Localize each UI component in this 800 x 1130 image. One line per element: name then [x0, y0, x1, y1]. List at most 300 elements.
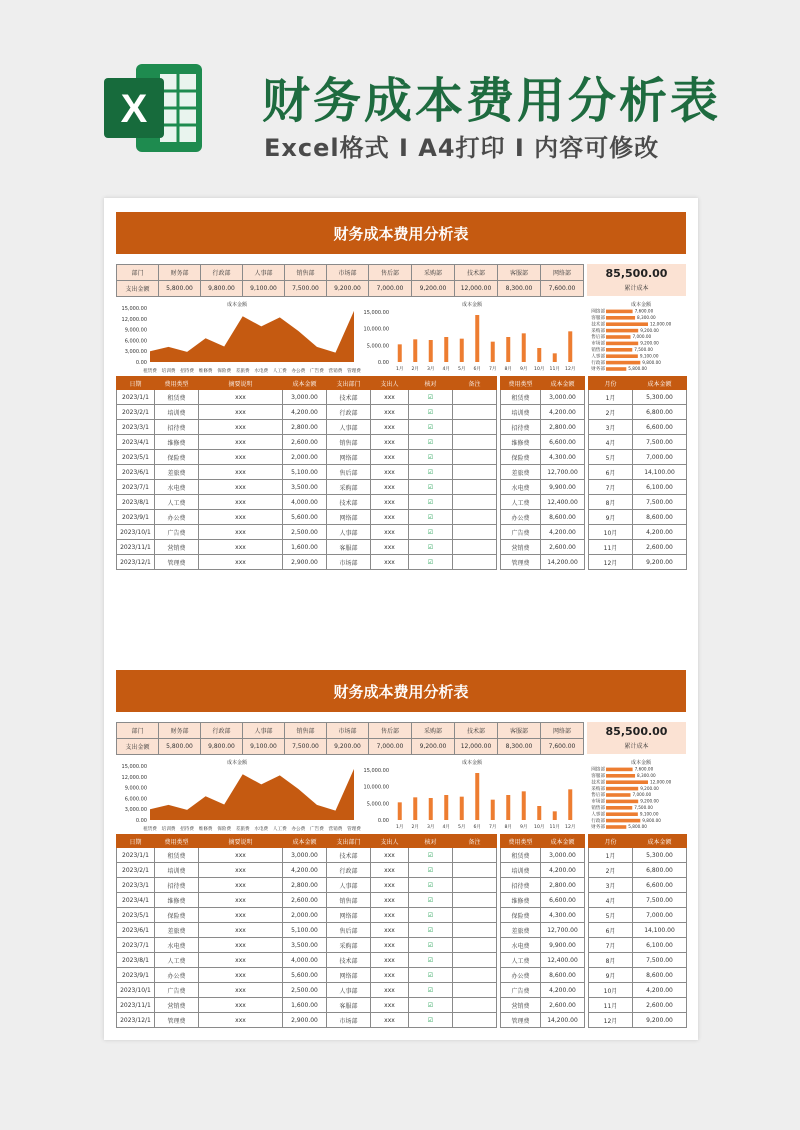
x-tick-label: 1月: [395, 825, 404, 830]
dept-amount: 7,500.00: [285, 739, 327, 755]
column-header: 成本金额: [633, 835, 687, 848]
x-tick-label: 2月: [411, 825, 420, 830]
x-tick-label: 12月: [565, 825, 576, 830]
column-header: 费用类型: [155, 377, 199, 390]
note-cell: [453, 998, 497, 1013]
person-cell: xxx: [371, 495, 409, 510]
department-header-row: [117, 723, 584, 739]
x-tick-label: 4月: [442, 825, 451, 830]
bar: [506, 337, 510, 362]
table-row: [117, 405, 687, 420]
x-tick-label: 管理费: [347, 827, 361, 832]
bar: [460, 797, 464, 820]
x-tick-label: 招待费: [180, 827, 194, 832]
dept-amount: 9,200.00: [327, 739, 369, 755]
x-tick-label: 管理费: [347, 369, 361, 374]
dept-cell: 客服部: [327, 998, 371, 1013]
month-amount-cell: 7,500.00: [633, 953, 687, 968]
date-cell: 2023/7/1: [117, 938, 155, 953]
dept-cell: 行政部: [327, 863, 371, 878]
desc-cell: xxx: [199, 983, 283, 998]
dept-cell: 网络部: [327, 510, 371, 525]
desc-cell: xxx: [199, 863, 283, 878]
amount-cell: 3,000.00: [283, 848, 327, 863]
month-amount-cell: 5,300.00: [633, 390, 687, 405]
dept-row-label: 部门: [117, 265, 159, 281]
type-summary-cell: 招待费: [501, 420, 541, 435]
y-tick-label: 6,000.00: [124, 796, 147, 803]
table-row: [117, 1013, 687, 1028]
dept-cell: 技术部: [327, 390, 371, 405]
y-tick-label: 人事部: [591, 354, 605, 360]
data-label: 9,200.00: [640, 340, 659, 346]
data-label: 7,600.00: [634, 766, 654, 772]
x-tick-label: 营销费: [328, 369, 343, 374]
amount-cell: 5,100.00: [283, 923, 327, 938]
y-tick-label: 9,000.00: [124, 327, 147, 334]
amount-cell: 2,600.00: [283, 435, 327, 450]
desc-cell: xxx: [199, 465, 283, 480]
column-header: 日期: [117, 835, 155, 848]
amount-cell: 3,500.00: [283, 938, 327, 953]
date-cell: 2023/2/1: [117, 405, 155, 420]
person-cell: xxx: [371, 465, 409, 480]
dept-cell: 客服部: [327, 540, 371, 555]
type-cell: 差旅费: [155, 465, 199, 480]
column-header: 支出部门: [327, 835, 371, 848]
x-tick-label: 9月: [519, 367, 528, 372]
check-cell: ☑: [409, 540, 453, 555]
check-cell: ☑: [409, 848, 453, 863]
check-cell: ☑: [409, 495, 453, 510]
month-amount-cell: 6,100.00: [633, 480, 687, 495]
x-tick-label: 租赁费: [143, 369, 157, 374]
type-summary-amount: 4,300.00: [541, 450, 585, 465]
x-tick-label: 办公费: [291, 827, 306, 832]
bar: [429, 340, 433, 362]
column-header: 费用类型: [501, 377, 541, 390]
check-cell: ☑: [409, 908, 453, 923]
month-cell: 7月: [589, 480, 633, 495]
dept-cell: 人事部: [327, 420, 371, 435]
table-row: [117, 480, 687, 495]
x-tick-label: 培训费: [161, 827, 176, 832]
chart-title: 成本金额: [226, 302, 248, 308]
type-summary-cell: 租赁费: [501, 848, 541, 863]
amount-cell: 3,500.00: [283, 480, 327, 495]
amount-cell: 2,900.00: [283, 1013, 327, 1028]
dept-cell: 网络部: [327, 968, 371, 983]
y-tick-label: 技术部: [591, 322, 605, 328]
cost-table: [116, 376, 687, 570]
date-cell: 2023/5/1: [117, 908, 155, 923]
check-cell: ☑: [409, 863, 453, 878]
bar: [606, 335, 631, 339]
month-amount-cell: 2,600.00: [633, 540, 687, 555]
person-cell: xxx: [371, 983, 409, 998]
note-cell: [453, 390, 497, 405]
column-header: 费用类型: [155, 835, 199, 848]
bar: [606, 787, 638, 791]
dept-amount: 8,300.00: [498, 281, 541, 297]
dept-amount: 5,800.00: [159, 739, 201, 755]
x-tick-label: 差旅费: [235, 827, 250, 832]
x-tick-label: 10月: [534, 367, 545, 372]
total-cost-value: 85,500.00: [605, 725, 668, 738]
type-summary-cell: 招待费: [501, 878, 541, 893]
month-amount-cell: 9,200.00: [633, 555, 687, 570]
x-tick-label: 2月: [411, 367, 420, 372]
date-cell: 2023/12/1: [117, 1013, 155, 1028]
check-cell: ☑: [409, 390, 453, 405]
table-row: [117, 495, 687, 510]
column-header: 日期: [117, 377, 155, 390]
check-cell: ☑: [409, 998, 453, 1013]
x-tick-label: 6月: [473, 825, 482, 830]
bar: [506, 795, 510, 820]
data-label: 7,000.00: [632, 792, 652, 798]
table-row: [117, 878, 687, 893]
month-amount-cell: 9,200.00: [633, 1013, 687, 1028]
y-tick-label: 15,000.00: [363, 768, 389, 774]
department-amount-row: [117, 739, 584, 755]
department-table: [116, 264, 584, 297]
type-cell: 营销费: [155, 998, 199, 1013]
area-chart: [116, 758, 361, 834]
note-cell: [453, 540, 497, 555]
y-tick-label: 15,000.00: [121, 764, 147, 770]
x-tick-label: 3月: [426, 367, 435, 372]
bar: [606, 780, 648, 784]
cost-table: [116, 834, 687, 1028]
date-cell: 2023/9/1: [117, 510, 155, 525]
spreadsheet-preview: [116, 212, 686, 572]
check-cell: ☑: [409, 525, 453, 540]
bar: [537, 348, 541, 362]
amount-cell: 2,500.00: [283, 983, 327, 998]
dept-cell: 市场部: [327, 555, 371, 570]
type-cell: 维修费: [155, 893, 199, 908]
month-cell: 12月: [589, 1013, 633, 1028]
data-label: 5,800.00: [628, 366, 647, 372]
department-header-row: [117, 265, 584, 281]
type-cell: 水电费: [155, 938, 199, 953]
type-summary-cell: 管理费: [501, 555, 541, 570]
type-summary-amount: 4,200.00: [541, 405, 585, 420]
bar: [606, 310, 633, 314]
date-cell: 2023/8/1: [117, 495, 155, 510]
desc-cell: xxx: [199, 555, 283, 570]
bar: [606, 793, 631, 797]
dept-amount: 7,600.00: [541, 739, 584, 755]
date-cell: 2023/9/1: [117, 968, 155, 983]
column-header: 月份: [589, 835, 633, 848]
table-row: [117, 938, 687, 953]
type-cell: 培训费: [155, 863, 199, 878]
data-label: 9,200.00: [640, 327, 659, 333]
type-summary-amount: 8,600.00: [541, 510, 585, 525]
type-cell: 维修费: [155, 435, 199, 450]
y-tick-label: 0.00: [135, 360, 147, 366]
type-summary-amount: 12,700.00: [541, 465, 585, 480]
dept-name: 客服部: [498, 265, 541, 281]
type-cell: 保险费: [155, 450, 199, 465]
chart-title: 成本金额: [461, 302, 483, 308]
type-summary-amount: 2,800.00: [541, 420, 585, 435]
desc-cell: xxx: [199, 510, 283, 525]
note-cell: [453, 480, 497, 495]
desc-cell: xxx: [199, 923, 283, 938]
data-label: 12,000.00: [650, 321, 672, 327]
month-amount-cell: 8,600.00: [633, 968, 687, 983]
amount-cell: 1,600.00: [283, 540, 327, 555]
page-subtitle: Excel格式 I A4打印 I 内容可修改: [264, 134, 660, 162]
dept-name: 行政部: [201, 723, 243, 739]
month-cell: 5月: [589, 450, 633, 465]
month-amount-cell: 7,500.00: [633, 893, 687, 908]
table-row: [117, 893, 687, 908]
check-cell: ☑: [409, 893, 453, 908]
x-tick-label: 广告费: [310, 827, 324, 832]
dept-name: 售后部: [369, 723, 412, 739]
y-tick-label: 销售部: [591, 806, 605, 811]
check-cell: ☑: [409, 450, 453, 465]
bar: [475, 773, 479, 820]
type-summary-cell: 营销费: [501, 998, 541, 1013]
amount-cell: 4,000.00: [283, 953, 327, 968]
type-cell: 招待费: [155, 878, 199, 893]
bar: [460, 339, 464, 362]
y-tick-label: 销售部: [591, 348, 605, 353]
type-summary-amount: 6,600.00: [541, 435, 585, 450]
type-summary-amount: 4,200.00: [541, 863, 585, 878]
desc-cell: xxx: [199, 848, 283, 863]
note-cell: [453, 908, 497, 923]
note-cell: [453, 893, 497, 908]
type-cell: 人工费: [155, 953, 199, 968]
check-cell: ☑: [409, 983, 453, 998]
month-amount-cell: 7,000.00: [633, 450, 687, 465]
date-cell: 2023/11/1: [117, 998, 155, 1013]
month-amount-cell: 8,600.00: [633, 510, 687, 525]
amount-row-label: 支出金额: [117, 739, 159, 755]
column-header: 成本金额: [283, 835, 327, 848]
type-cell: 营销费: [155, 540, 199, 555]
table-row: [117, 863, 687, 878]
x-tick-label: 人工费: [272, 827, 287, 832]
type-summary-cell: 管理费: [501, 1013, 541, 1028]
dept-cell: 人事部: [327, 983, 371, 998]
column-header: 成本金额: [541, 835, 585, 848]
bar: [522, 791, 526, 820]
month-amount-cell: 7,500.00: [633, 495, 687, 510]
person-cell: xxx: [371, 998, 409, 1013]
dept-name: 销售部: [285, 265, 327, 281]
column-header: 月份: [589, 377, 633, 390]
x-tick-label: 4月: [442, 367, 451, 372]
check-cell: ☑: [409, 878, 453, 893]
dept-amount: 12,000.00: [455, 739, 498, 755]
desc-cell: xxx: [199, 420, 283, 435]
y-tick-label: 3,000.00: [124, 349, 147, 356]
x-tick-label: 5月: [457, 367, 466, 372]
desc-cell: xxx: [199, 938, 283, 953]
person-cell: xxx: [371, 420, 409, 435]
date-cell: 2023/10/1: [117, 983, 155, 998]
month-cell: 3月: [589, 878, 633, 893]
month-amount-cell: 6,800.00: [633, 863, 687, 878]
chart-title: 成本金额: [630, 760, 652, 766]
month-amount-cell: 4,200.00: [633, 983, 687, 998]
bar: [522, 333, 526, 362]
amount-cell: 2,000.00: [283, 908, 327, 923]
desc-cell: xxx: [199, 893, 283, 908]
note-cell: [453, 848, 497, 863]
dept-amount: 7,000.00: [369, 281, 412, 297]
cost-table-header: [117, 377, 687, 390]
person-cell: xxx: [371, 510, 409, 525]
note-cell: [453, 923, 497, 938]
data-label: 5,800.00: [628, 824, 647, 830]
type-summary-cell: 办公费: [501, 510, 541, 525]
date-cell: 2023/10/1: [117, 525, 155, 540]
month-cell: 2月: [589, 863, 633, 878]
bar: [606, 322, 648, 326]
bar: [606, 316, 635, 320]
month-cell: 10月: [589, 983, 633, 998]
person-cell: xxx: [371, 893, 409, 908]
desc-cell: xxx: [199, 390, 283, 405]
dept-amount: 9,200.00: [327, 281, 369, 297]
month-cell: 6月: [589, 923, 633, 938]
column-header: 成本金额: [541, 377, 585, 390]
person-cell: xxx: [371, 848, 409, 863]
type-summary-cell: 水电费: [501, 480, 541, 495]
y-tick-label: 采购部: [591, 786, 605, 792]
month-amount-cell: 2,600.00: [633, 998, 687, 1013]
type-summary-cell: 广告费: [501, 983, 541, 998]
person-cell: xxx: [371, 1013, 409, 1028]
type-summary-cell: 营销费: [501, 540, 541, 555]
date-cell: 2023/4/1: [117, 893, 155, 908]
month-cell: 12月: [589, 555, 633, 570]
month-amount-cell: 6,800.00: [633, 405, 687, 420]
date-cell: 2023/3/1: [117, 878, 155, 893]
table-row: [117, 555, 687, 570]
y-tick-label: 0.00: [135, 818, 147, 824]
y-tick-label: 10,000.00: [363, 784, 389, 791]
desc-cell: xxx: [199, 1013, 283, 1028]
chart-title: 成本金额: [226, 760, 248, 766]
month-cell: 9月: [589, 968, 633, 983]
department-amount-row: [117, 281, 584, 297]
check-cell: ☑: [409, 555, 453, 570]
check-cell: ☑: [409, 968, 453, 983]
person-cell: xxx: [371, 555, 409, 570]
y-tick-label: 采购部: [591, 328, 605, 334]
desc-cell: xxx: [199, 495, 283, 510]
data-label: 9,200.00: [640, 785, 659, 791]
type-summary-amount: 14,200.00: [541, 1013, 585, 1028]
table-row: [117, 510, 687, 525]
column-header: 备注: [453, 835, 497, 848]
x-tick-label: 保险费: [217, 369, 232, 374]
data-label: 8,300.00: [637, 315, 656, 320]
x-tick-label: 维修费: [198, 827, 213, 832]
bar: [537, 806, 541, 820]
type-summary-amount: 2,600.00: [541, 540, 585, 555]
type-summary-amount: 9,900.00: [541, 938, 585, 953]
dept-row-label: 部门: [117, 723, 159, 739]
dept-amount: 7,000.00: [369, 739, 412, 755]
amount-cell: 1,600.00: [283, 998, 327, 1013]
dept-name: 技术部: [455, 723, 498, 739]
total-cost-box: [587, 264, 686, 296]
check-cell: ☑: [409, 923, 453, 938]
type-summary-cell: 人工费: [501, 953, 541, 968]
y-tick-label: 售后部: [591, 335, 605, 341]
sheet-title: 财务成本费用分析表: [116, 670, 686, 712]
data-label: 9,800.00: [642, 817, 661, 823]
person-cell: xxx: [371, 923, 409, 938]
month-amount-cell: 6,100.00: [633, 938, 687, 953]
dept-cell: 技术部: [327, 495, 371, 510]
note-cell: [453, 405, 497, 420]
type-summary-cell: 人工费: [501, 495, 541, 510]
month-amount-cell: 14,100.00: [633, 923, 687, 938]
y-tick-label: 0.00: [377, 818, 389, 824]
x-tick-label: 广告费: [310, 369, 324, 374]
cost-table-header: [117, 835, 687, 848]
note-cell: [453, 555, 497, 570]
table-row: [117, 540, 687, 555]
check-cell: ☑: [409, 953, 453, 968]
total-cost-box: [587, 722, 686, 754]
person-cell: xxx: [371, 480, 409, 495]
month-cell: 8月: [589, 495, 633, 510]
note-cell: [453, 1013, 497, 1028]
x-tick-label: 7月: [488, 367, 497, 372]
data-label: 9,100.00: [639, 353, 659, 359]
note-cell: [453, 938, 497, 953]
data-label: 9,200.00: [640, 798, 659, 804]
desc-cell: xxx: [199, 480, 283, 495]
type-summary-amount: 3,000.00: [541, 390, 585, 405]
dept-name: 采购部: [412, 723, 455, 739]
data-label: 8,300.00: [637, 773, 656, 778]
desc-cell: xxx: [199, 968, 283, 983]
type-summary-amount: 12,700.00: [541, 923, 585, 938]
total-cost-label: 累计成本: [624, 285, 649, 292]
data-label: 7,500.00: [634, 805, 653, 810]
amount-cell: 2,800.00: [283, 878, 327, 893]
chart-title: 成本金额: [630, 302, 652, 308]
x-tick-label: 租赁费: [143, 827, 157, 832]
amount-cell: 2,800.00: [283, 420, 327, 435]
person-cell: xxx: [371, 405, 409, 420]
y-tick-label: 5,000.00: [366, 801, 389, 808]
data-label: 12,000.00: [650, 779, 672, 785]
y-tick-label: 3,000.00: [124, 807, 147, 814]
type-summary-amount: 9,900.00: [541, 480, 585, 495]
date-cell: 2023/5/1: [117, 450, 155, 465]
bar: [413, 339, 417, 362]
y-tick-label: 0.00: [377, 360, 389, 366]
dept-amount: 7,500.00: [285, 281, 327, 297]
bar: [413, 797, 417, 820]
check-cell: ☑: [409, 510, 453, 525]
bar: [606, 812, 638, 816]
